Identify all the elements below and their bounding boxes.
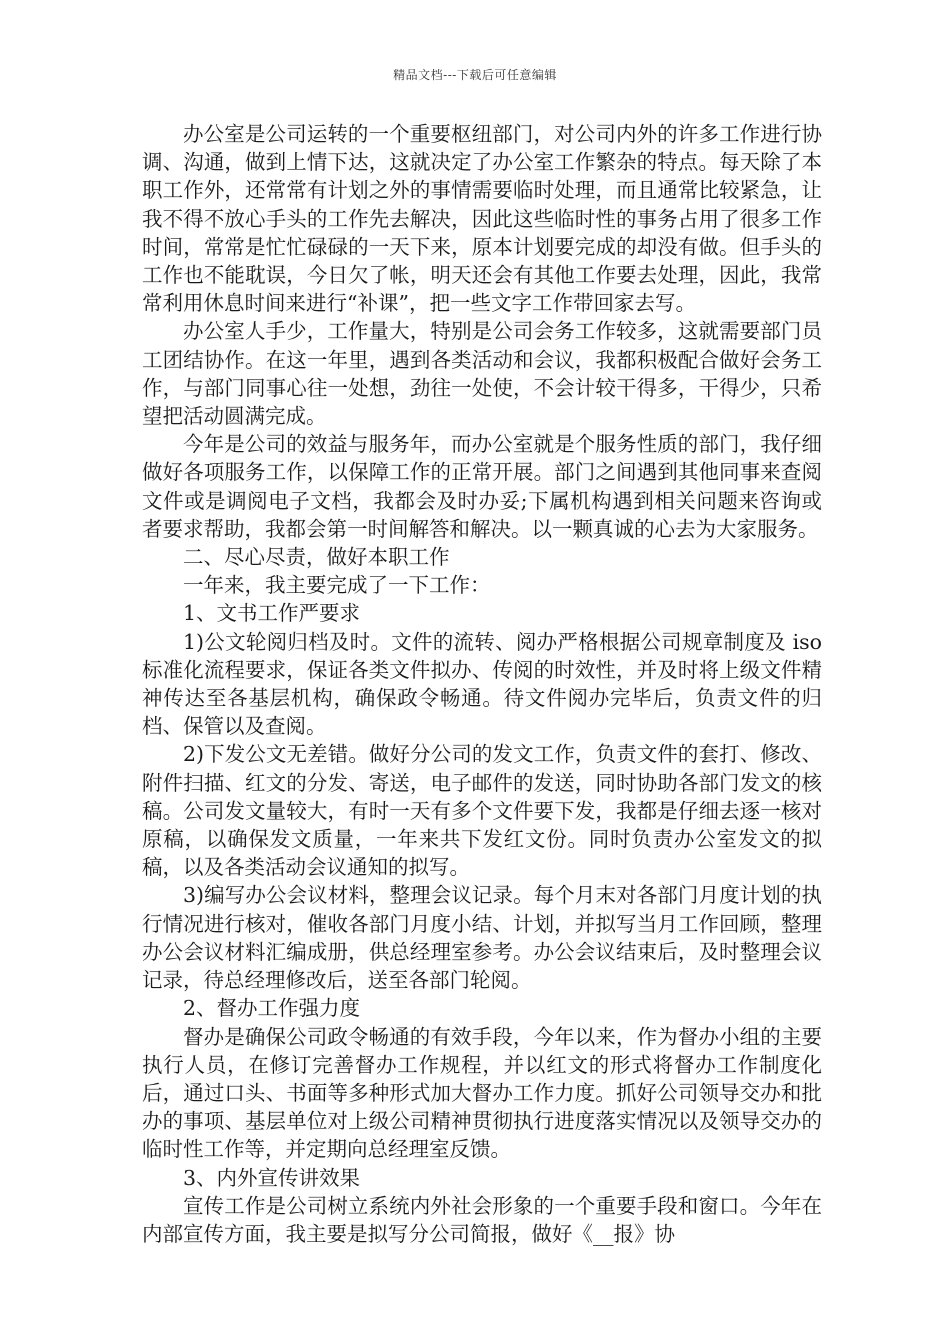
- paragraph: 3)编写办公会议材料，整理会议记录。每个月末对各部门月度计划的执行情况进行核对，催收各部门月度小结、计划，并拟写当月工作回顾，整理办公会议材料汇编成册，供总经理室参考。办公会议结束后，及时整理会议记录，待总经理修改后，送至各部门轮阅。: [142, 883, 822, 993]
- subsection-heading: 2、督办工作强力度: [183, 996, 361, 1021]
- paragraph: 办公室是公司运转的一个重要枢纽部门，对公司内外的许多工作进行协调、沟通，做到上情下达，这就决定了办公室工作繁杂的特点。每天除了本职工作外，还常常有计划之外的事情需要临时处理，而且通常比较紧急，让我不得不放心手头的工作先去解决，因此这些临时性的事务占用了很多工作时间，常常是忙忙碌碌的一天下来，原本计划要完成的却没有做。但手头的工作也不能耽误，今日欠了帐，明天还会有其他工作要去处理，因此，我常常利用休息时间来进行“补课”，把一些文字工作带回家去写。: [142, 122, 822, 316]
- paragraph: 一年来，我主要完成了一下工作：: [183, 573, 491, 598]
- paragraph: 今年是公司的效益与服务年，而办公室就是个服务性质的部门，我仔细做好各项服务工作，以保障工作的正常开展。部门之间遇到其他同事来查阅文件或是调阅电子文档，我都会及时办妥;下属机构遇到相关问题来咨询或者要求帮助，我都会第一时间解答和解决。以一颗真诚的心去为大家服务。: [142, 432, 822, 541]
- subsection-heading: 1、文书工作严要求: [183, 601, 361, 626]
- paragraph: 1)公文轮阅归档及时。文件的流转、阅办严格根据公司规章制度及 iso 标准化流程要求，保证各类文件拟办、传阅的时效性，并及时将上级文件精神传达至各基层机构，确保政令畅通。待文件阅办完毕后，负责文件的归档、保管以及查阅。: [142, 629, 822, 739]
- paragraph: 办公室人手少，工作量大，特别是公司会务工作较多，这就需要部门员工团结协作。在这一年里，遇到各类活动和会议，我都积极配合做好会务工作，与部门同事心往一处想，劲往一处使，不会计较干得多，干得少，只希望把活动圆满完成。: [142, 319, 822, 429]
- paragraph: 督办是确保公司政令畅通的有效手段，今年以来，作为督办小组的主要执行人员，在修订完善督办工作规程，并以红文的形式将督办工作制度化后，通过口头、书面等多种形式加大督办工作力度。抓好公司领导交办和批办的事项、基层单位对上级公司精神贯彻执行进度落实情况以及领导交办的临时性工作等，并定期向总经理室反馈。: [142, 1024, 822, 1162]
- paragraph: 宣传工作是公司树立系统内外社会形象的一个重要手段和窗口。今年在内部宣传方面，我主要是拟写分公司简报，做好《__报》协: [142, 1193, 822, 1246]
- document-body: [142, 120, 822, 1248]
- page-header: 精品文档---下载后可任意编辑: [393, 68, 557, 82]
- subsection-heading: 3、内外宣传讲效果: [183, 1165, 361, 1190]
- paragraph: 2)下发公文无差错。做好分公司的发文工作，负责文件的套打、修改、附件扫描、红文的分发、寄送，电子邮件的发送，同时协助各部门发文的核稿。公司发文量较大，有时一天有多个文件要下发，我都是仔细去逐一核对原稿，以确保发文质量，一年来共下发红文份。同时负责办公室发文的拟稿，以及各类活动会议通知的拟写。: [142, 742, 822, 880]
- section-heading: 二、尽心尽责，做好本职工作: [183, 545, 450, 570]
